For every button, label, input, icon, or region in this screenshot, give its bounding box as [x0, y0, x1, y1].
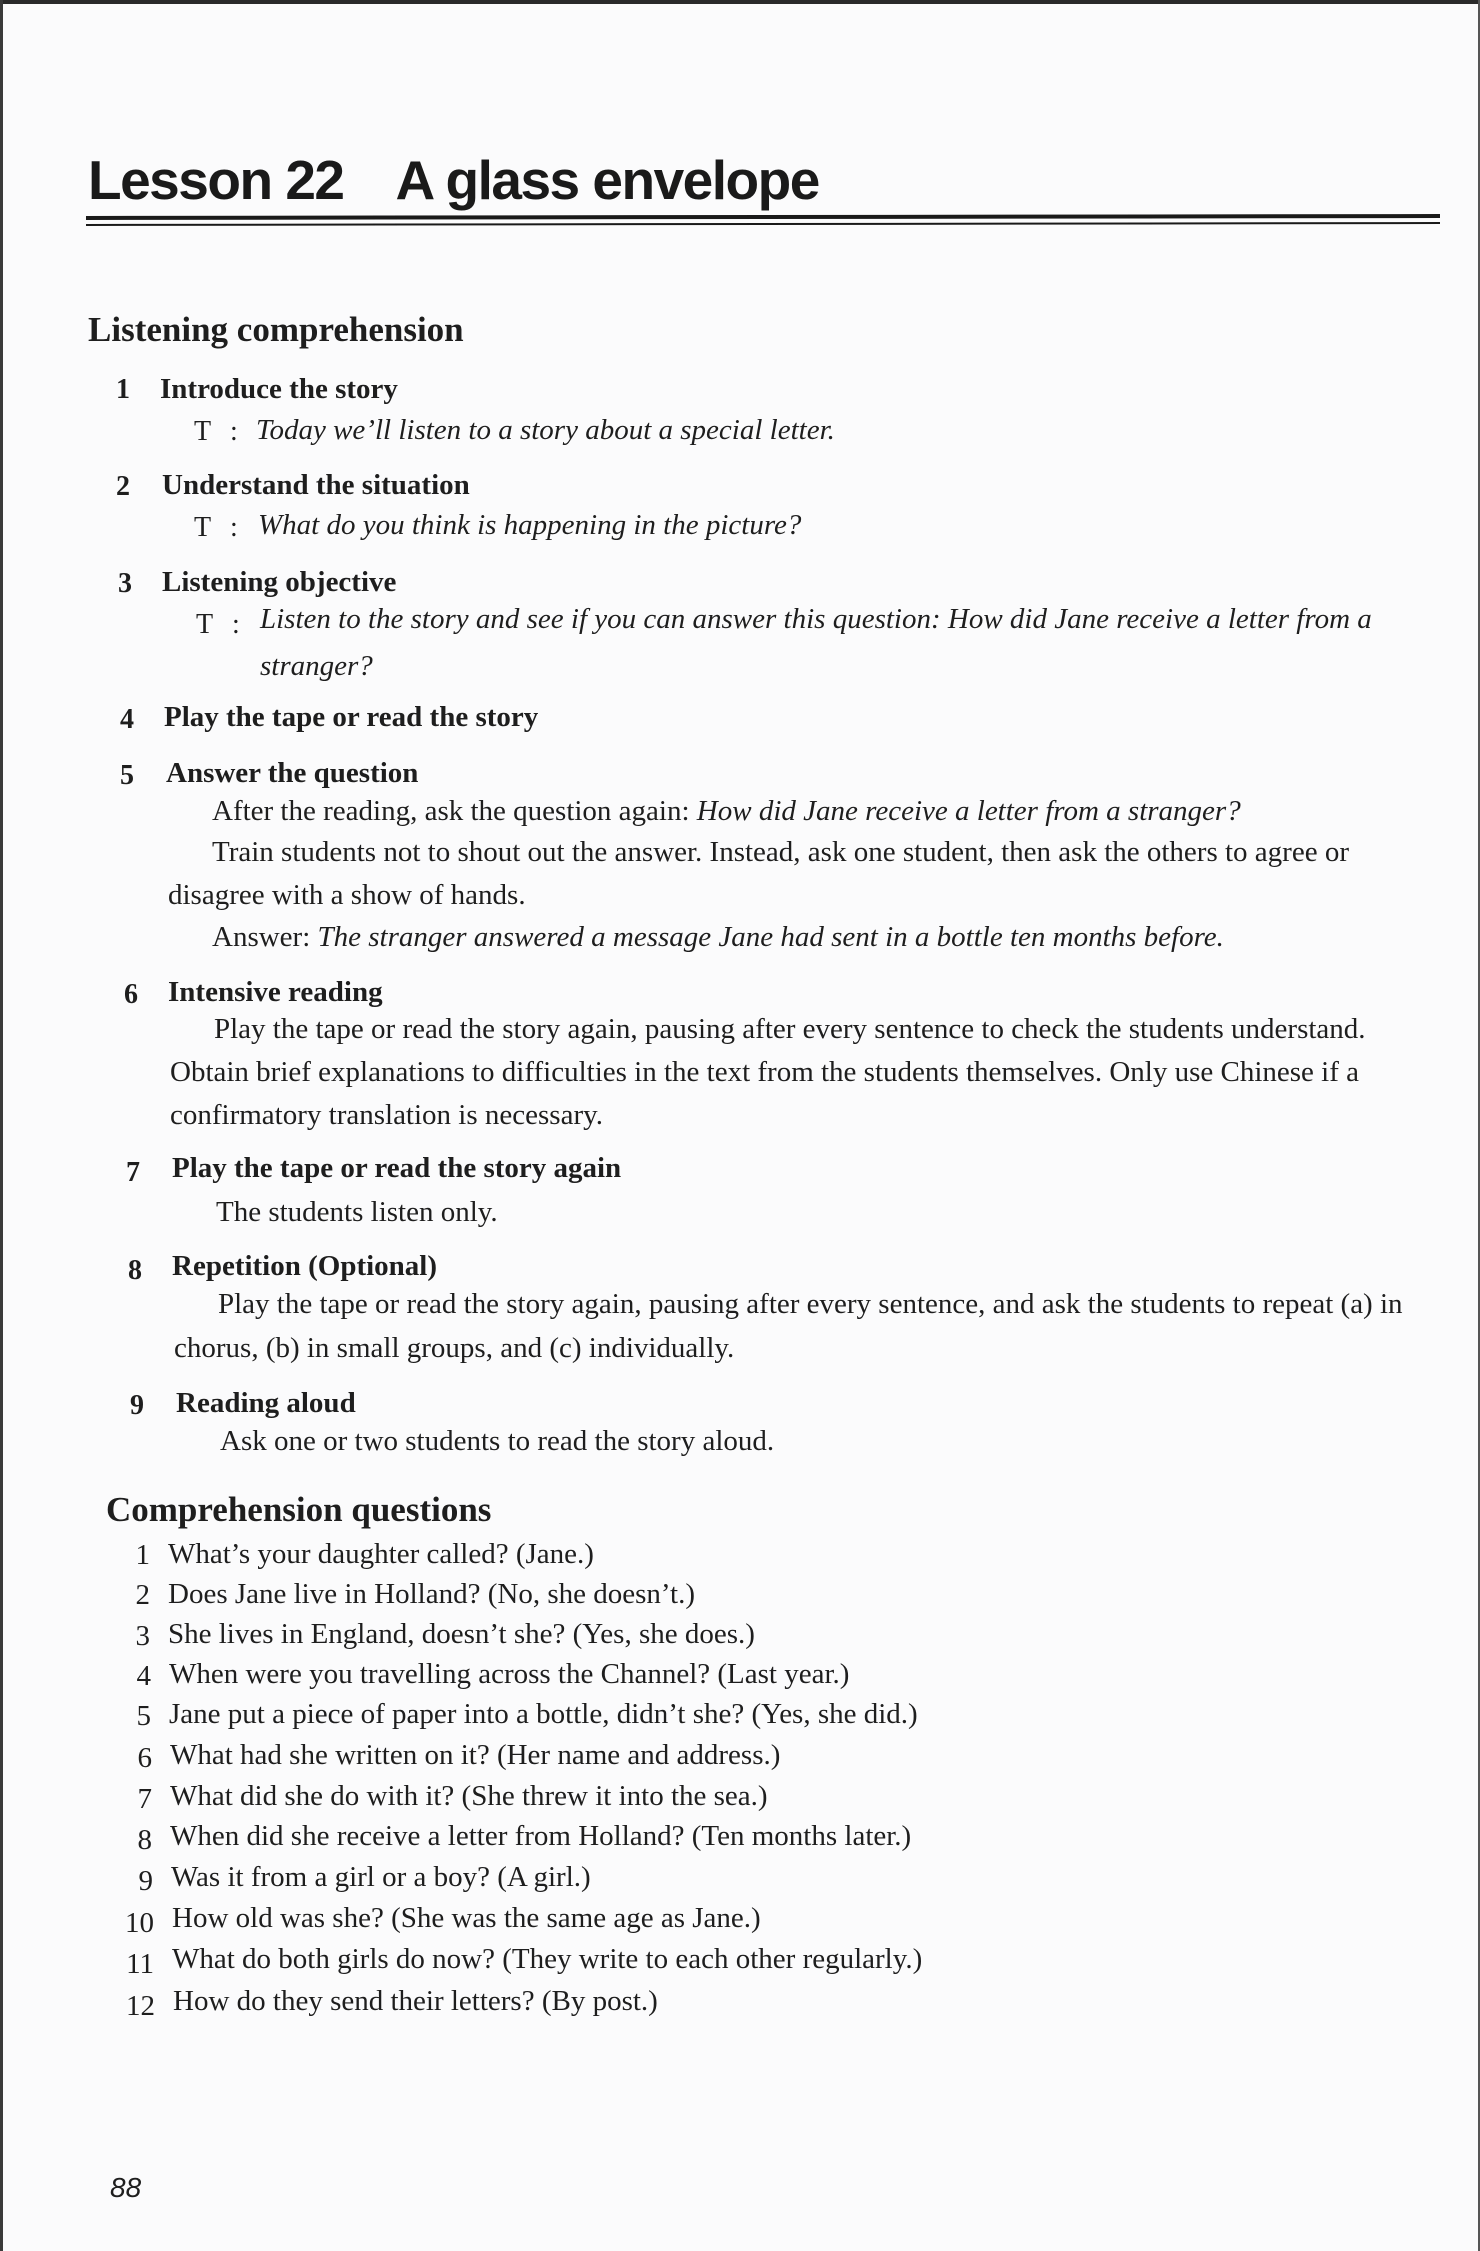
body-line: Train students not to shout out the answer. Instead, ask one student, then ask the others to agree or	[212, 836, 1349, 868]
item-number: 2	[116, 471, 130, 502]
question-text: What do both girls do now? (They write to each other regularly.)	[172, 1943, 923, 1975]
question-text: When did she receive a letter from Holland? (Ten months later.)	[170, 1820, 912, 1852]
item-title: Intensive reading	[168, 976, 383, 1008]
body-line	[212, 795, 1241, 828]
question-number: 12	[126, 1990, 155, 2022]
teacher-label: T	[194, 512, 212, 543]
question-number: 7	[137, 1783, 152, 1815]
teacher-line: Today we’ll listen to a story about a special letter.	[256, 414, 835, 446]
question-text: When were you travelling across the Channel? (Last year.)	[169, 1658, 850, 1690]
question-text: What did she do with it? (She threw it into the sea.)	[170, 1780, 768, 1812]
listening-heading: Listening comprehension	[88, 310, 464, 349]
question-number: 9	[138, 1865, 153, 1897]
question-text: What’s your daughter called? (Jane.)	[168, 1538, 594, 1570]
question-number: 6	[137, 1742, 152, 1774]
body-line	[212, 921, 1224, 954]
item-number: 1	[116, 374, 130, 405]
comprehension-heading: Comprehension questions	[106, 1490, 492, 1529]
item-title: Play the tape or read the story again	[172, 1152, 622, 1184]
item-title: Play the tape or read the story	[164, 701, 539, 733]
item-number: 9	[130, 1390, 144, 1421]
item-number: 4	[120, 704, 134, 735]
item-title: Answer the question	[166, 757, 419, 789]
body-line: chorus, (b) in small groups, and (c) individually.	[174, 1332, 735, 1364]
body-text: Answer:	[212, 921, 318, 953]
item-number: 3	[118, 568, 132, 599]
title-rule-thick	[86, 214, 1440, 220]
question-text: Was it from a girl or a boy? (A girl.)	[171, 1861, 591, 1893]
body-text-italic: The stranger answered a message Jane had sent in a bottle ten months before.	[317, 921, 1224, 953]
question-number: 1	[135, 1539, 150, 1571]
question-number: 10	[125, 1907, 154, 1939]
item-title: Reading aloud	[176, 1387, 356, 1419]
question-text: She lives in England, doesn’t she? (Yes, she does.)	[168, 1618, 755, 1650]
teacher-separator: :	[230, 416, 238, 447]
teacher-separator: :	[230, 512, 238, 543]
teacher-label: T	[196, 609, 214, 640]
body-line: Ask one or two students to read the story aloud.	[220, 1425, 775, 1457]
lesson-number: Lesson 22	[88, 149, 344, 211]
question-number: 3	[135, 1620, 150, 1652]
body-line: Play the tape or read the story again, pausing after every sentence, and ask the students to repeat (a) in	[218, 1288, 1403, 1320]
title-rule-thin	[86, 222, 1440, 226]
teacher-line-continued: stranger?	[260, 650, 373, 682]
question-number: 2	[135, 1579, 150, 1611]
question-number: 11	[126, 1948, 154, 1980]
item-title: Repetition (Optional)	[172, 1250, 438, 1282]
question-number: 8	[137, 1824, 152, 1856]
question-text: Jane put a piece of paper into a bottle, didn’t she? (Yes, she did.)	[169, 1698, 918, 1730]
question-text: How do they send their letters? (By post.)	[173, 1985, 658, 2017]
question-text: What had she written on it? (Her name and address.)	[170, 1739, 781, 1771]
item-number: 5	[120, 760, 134, 791]
scan-edge-left	[0, 0, 3, 2251]
body-line: The students listen only.	[216, 1196, 498, 1228]
item-title: Introduce the story	[160, 373, 398, 405]
body-line: disagree with a show of hands.	[168, 879, 526, 911]
lesson-name: A glass envelope	[395, 149, 819, 211]
item-title: Understand the situation	[162, 469, 470, 501]
body-line: Obtain brief explanations to difficulties in the text from the students themselves. Only use Chinese if a	[170, 1056, 1360, 1088]
body-text: After the reading, ask the question again:	[212, 795, 697, 827]
item-number: 8	[128, 1255, 142, 1286]
lesson-title	[88, 148, 819, 212]
teacher-label: T	[194, 416, 212, 447]
question-number: 4	[136, 1660, 151, 1692]
item-number: 7	[126, 1157, 140, 1188]
body-line: confirmatory translation is necessary.	[170, 1099, 603, 1131]
page-number: 88	[110, 2172, 142, 2203]
teacher-line: What do you think is happening in the picture?	[258, 509, 802, 541]
body-line: Play the tape or read the story again, pausing after every sentence to check the students understand.	[214, 1013, 1366, 1045]
item-number: 6	[124, 979, 138, 1010]
question-text: Does Jane live in Holland? (No, she doesn’t.)	[168, 1578, 695, 1610]
item-title: Listening objective	[162, 566, 397, 598]
question-number: 5	[136, 1700, 151, 1732]
question-text: How old was she? (She was the same age as Jane.)	[172, 1902, 761, 1934]
teacher-line: Listen to the story and see if you can answer this question: How did Jane receive a letter from a	[260, 603, 1372, 635]
body-text-italic: How did Jane receive a letter from a stranger?	[696, 795, 1241, 827]
scan-edge-top	[0, 0, 1480, 4]
teacher-separator: :	[232, 609, 240, 640]
